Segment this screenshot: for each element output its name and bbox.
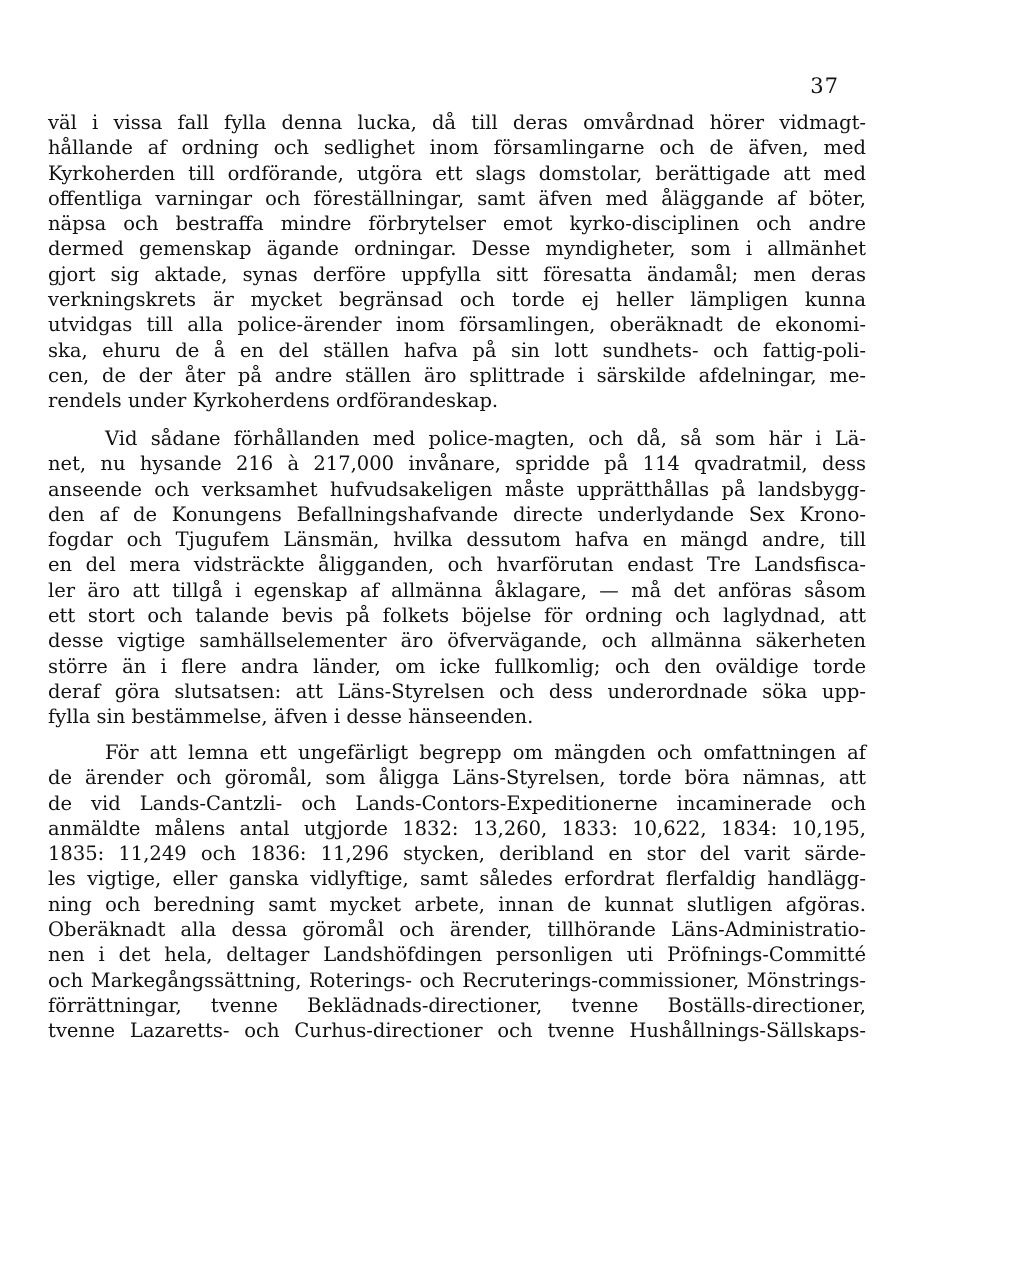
text-line: en del mera vidsträckte åligganden, och hvarförutan endast Tre Landsfisca- bbox=[48, 553, 866, 577]
text-line: väl i vissa fall fylla denna lucka, då till deras omvårdnad hörer vidmagt- bbox=[48, 111, 866, 134]
text-line: ska, ehuru de å en del ställen hafva på sin lott sundhets- och fattig-poli- bbox=[48, 338, 866, 362]
paragraph-1 bbox=[48, 110, 866, 414]
text-line: förrättningar, tvenne Beklädnads-directioner, tvenne Boställs-directioner, bbox=[48, 993, 866, 1017]
text-line: Oberäknadt alla dessa göromål och ärender, tillhörande Läns-Administratio- bbox=[48, 918, 866, 942]
text-line: dermed gemenskap ägande ordningar. Desse myndigheter, som i allmänhet bbox=[48, 237, 866, 261]
text-line: gjort sig aktade, synas derföre uppfylla sitt föresatta ändamål; men deras bbox=[48, 262, 866, 286]
text-line: 1835: 11,249 och 1836: 11,296 stycken, deribland en stor del varit särde- bbox=[48, 842, 866, 866]
text-line: ning och beredning samt mycket arbete, innan de kunnat slutligen afgöras. bbox=[48, 892, 866, 916]
text-line: hållande af ordning och sedlighet inom församlingarne och de äfven, med bbox=[48, 136, 866, 160]
text-line: ett stort och talande bevis på folkets böjelse för ordning och laglydnad, att bbox=[48, 604, 866, 628]
text-line: anmäldte målens antal utgjorde 1832: 13,260, 1833: 10,622, 1834: 10,195, bbox=[48, 816, 866, 840]
text-line: de ärender och göromål, som åligga Läns-Styrelsen, torde böra nämnas, att bbox=[48, 766, 866, 790]
text-line: Vid sådane förhållanden med police-magten, och då, så som här i Lä- bbox=[105, 427, 866, 450]
text-line: större än i flere andra länder, om icke fullkomlig; och den oväldige torde bbox=[48, 654, 866, 678]
text-line: nen i det hela, deltager Landshöfdingen personligen uti Pröfnings-Committé bbox=[48, 943, 866, 967]
text-line: verkningskrets är mycket begränsad och torde ej heller lämpligen kunna bbox=[48, 288, 866, 312]
text-line: tvenne Lazaretts- och Curhus-directioner och tvenne Hushållnings-Sällskaps- bbox=[48, 1019, 866, 1043]
paragraph-2 bbox=[48, 426, 866, 730]
text-line: den af de Konungens Befallningshafvande directe underlydande Sex Krono- bbox=[48, 502, 866, 526]
text-line: offentliga varningar och föreställningar, samt äfven med åläggande af böter, bbox=[48, 186, 866, 210]
text-line: utvidgas till alla police-ärender inom församlingen, oberäknadt de ekonomi- bbox=[48, 313, 866, 337]
text-line: fogdar och Tjugufem Länsmän, hvilka dessutom hafva en mängd andre, till bbox=[48, 528, 866, 552]
text-line: näpsa och bestraffa mindre förbrytelser emot kyrko-disciplinen och andre bbox=[48, 212, 866, 236]
text-line: För att lemna ett ungefärligt begrepp om mängden och omfattningen af bbox=[105, 741, 866, 764]
text-line: anseende och verksamhet hufvudsakeligen måste upprätthållas på landsbygg- bbox=[48, 477, 866, 501]
text-line: les vigtige, eller ganska vidlyftige, samt således erfordrat flerfaldig handlägg- bbox=[48, 867, 866, 891]
text-line: rendels under Kyrkoherdens ordförandeskap. bbox=[48, 389, 499, 413]
text-line: och Markegångssättning, Roterings- och Recruterings-commissioner, Mönstrings- bbox=[48, 968, 866, 992]
text-line: deraf göra slutsatsen: att Läns-Styrelsen och dess underordnade söka upp- bbox=[48, 679, 866, 703]
text-line: Kyrkoherden till ordförande, utgöra ett slags domstolar, berättigade att med bbox=[48, 161, 866, 185]
text-line: desse vigtige samhällselementer äro öfvervägande, och allmänna säkerheten bbox=[48, 629, 866, 653]
paragraph-3 bbox=[48, 740, 866, 1044]
text-line: net, nu hysande 216 à 217,000 invånare, spridde på 114 qvadratmil, dess bbox=[48, 452, 866, 476]
text-line: cen, de der åter på andre ställen äro splittrade i särskilde afdelningar, me- bbox=[48, 363, 866, 387]
page-number: 37 bbox=[810, 74, 839, 98]
text-line: ler äro att tillgå i egenskap af allmänna åklagare, — må det anföras såsom bbox=[48, 578, 866, 602]
text-line: fylla sin bestämmelse, äfven i desse hänseenden. bbox=[48, 705, 534, 729]
text-line: de vid Lands-Cantzli- och Lands-Contors-Expeditionerne incaminerade och bbox=[48, 791, 866, 815]
